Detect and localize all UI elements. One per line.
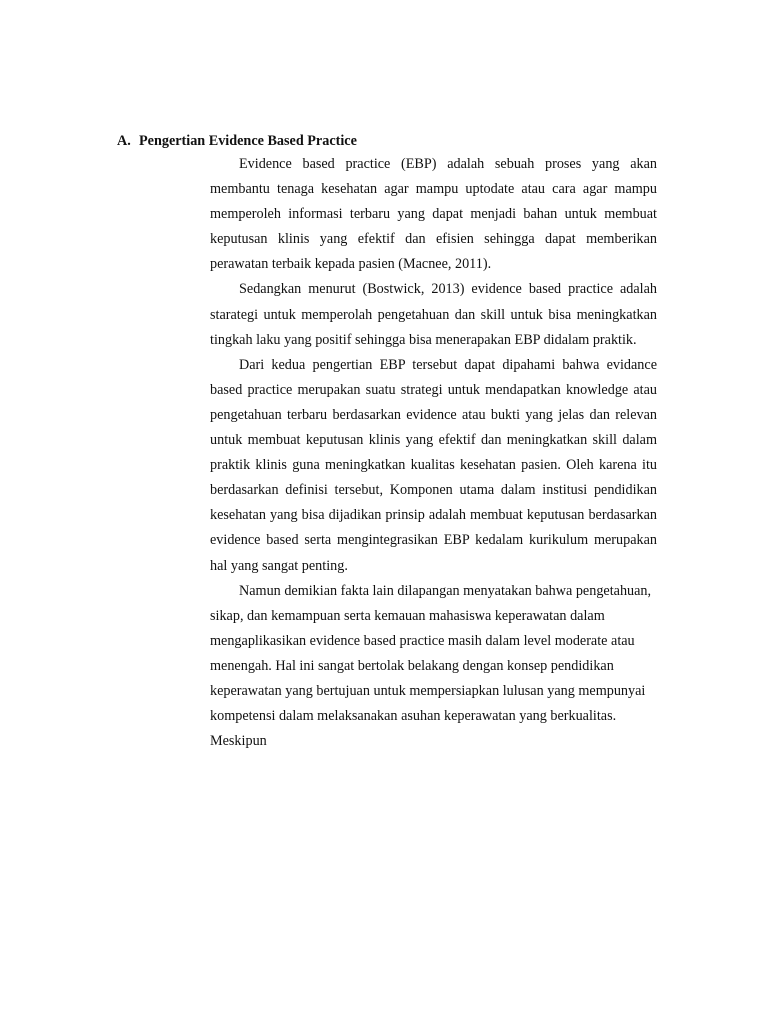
- section-heading: [117, 131, 357, 151]
- section-marker: A.: [117, 133, 131, 149]
- section-title: Pengertian Evidence Based Practice: [139, 133, 357, 149]
- paragraph-2: Sedangkan menurut (Bostwick, 2013) evidence based practice adalah starategi untuk memperolah pengetahuan dan skill untuk bisa meningkatkan tingkah laku yang positif sehingga bisa menerapakan EBP didalam praktik.: [210, 281, 657, 348]
- paragraph-1: Evidence based practice (EBP) adalah sebuah proses yang akan membantu tenaga kesehatan agar mampu uptodate atau cara agar mampu memperoleh informasi terbaru yang dapat menjadi bahan untuk membuat keputusan klinis yang efektif dan efisien sehingga dapat memberikan perawatan terbaik kepada pasien (Macnee, 2011).: [210, 156, 657, 273]
- body-text: [210, 152, 657, 754]
- paragraph-3: Dari kedua pengertian EBP tersebut dapat dipahami bahwa evidance based practice merupakan suatu strategi untuk mendapatkan knowledge atau pengetahuan terbaru berdasarkan evidence atau bukti yang jelas dan relevan untuk membuat keputusan klinis yang efektif dan meningkatkan skill dalam praktik klinis guna meningkatkan kualitas kesehatan pasien. Oleh karena itu berdasarkan definisi tersebut, Komponen utama dalam institusi pendidikan kesehatan yang bisa dijadikan prinsip adalah membuat keputusan berdasarkan evidence based serta mengintegrasikan EBP kedalam kurikulum merupakan hal yang sangat penting.: [210, 356, 657, 574]
- paragraph-4: Namun demikian fakta lain dilapangan menyatakan bahwa pengetahuan, sikap, dan kemampuan serta kemauan mahasiswa keperawatan dalam mengaplikasikan evidence based practice masih dalam level moderate atau menengah. Hal ini sangat bertolak belakang dengan konsep pendidikan keperawatan yang bertujuan untuk mempersiapkan lulusan yang mempunyai kompetensi dalam melaksanakan asuhan keperawatan yang berkualitas. Meskipun: [210, 582, 652, 750]
